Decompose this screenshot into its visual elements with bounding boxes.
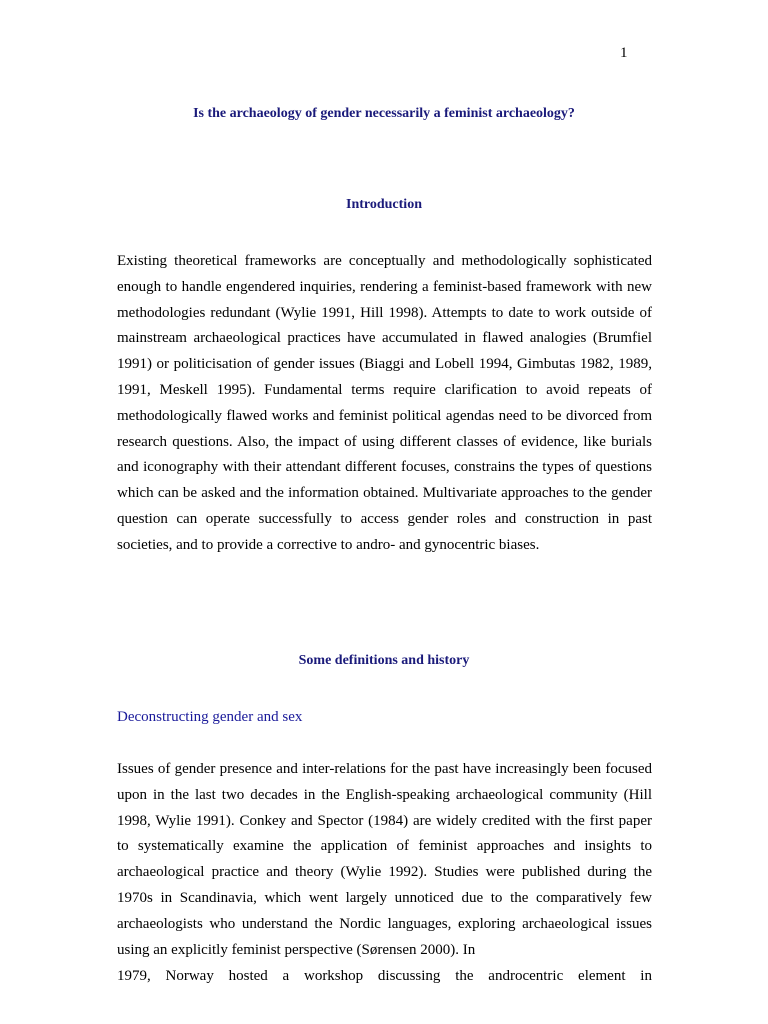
definitions-paragraph-last-line	[117, 964, 652, 990]
last-line-word: element	[578, 968, 626, 984]
last-line-word: androcentric	[488, 968, 564, 984]
introduction-paragraph: Existing theoretical frameworks are conceptually and methodologically sophisticated enough to handle engendered inquiries, rendering a feminist-based framework with new methodologies redundant (Wylie 1991, Hill 1998). Attempts to date to work outside of mainstream archaeological practices have accumulated in flawed analogies (Brumfiel 1991) or politicisation of gender issues (Biaggi and Lobell 1994, Gimbutas 1982, 1989, 1991, Meskell 1995). Fundamental terms require clarification to avoid repeats of methodologically flawed works and feminist political agendas need to be divorced from research questions. Also, the impact of using different classes of evidence, like burials and iconography with their attendant different focuses, constrains the types of questions which can be asked and the information obtained. Multivariate approaches to the gender question can operate successfully to access gender roles and construction in past societies, and to provide a corrective to andro- and gynocentric biases.	[117, 253, 652, 553]
page-number: 1	[620, 45, 628, 61]
last-line-word: workshop	[303, 968, 364, 984]
introduction-heading: Introduction	[346, 197, 422, 212]
last-line-word: the	[455, 968, 474, 984]
last-line-word: discussing	[377, 968, 441, 984]
last-line-word: in	[640, 968, 652, 984]
definitions-paragraph: Issues of gender presence and inter-relations for the past have increasingly been focused upon in the last two decades in the English-speaking archaeological community (Hill 1998, Wylie 1991). Conkey and Spector (1984) are widely credited with the first paper to systematically examine the application of feminist approaches and insights to archaeological practice and theory (Wylie 1992). Studies were published during the 1970s in Scandinavia, which went largely unnoticed due to the comparatively few archaeologists who understand the Nordic languages, exploring archaeological issues using an explicitly feminist perspective (Sørensen 2000). In	[117, 761, 652, 958]
last-line-word: a	[282, 968, 290, 984]
definitions-heading: Some definitions and history	[298, 653, 470, 668]
last-line-word: 1979,	[117, 968, 151, 984]
document-title: Is the archaeology of gender necessarily a feminist archaeology?	[193, 106, 575, 121]
last-line-word: Norway	[165, 968, 214, 984]
definitions-subheading: Deconstructing gender and sex	[117, 709, 303, 725]
last-line-word: hosted	[228, 968, 268, 984]
